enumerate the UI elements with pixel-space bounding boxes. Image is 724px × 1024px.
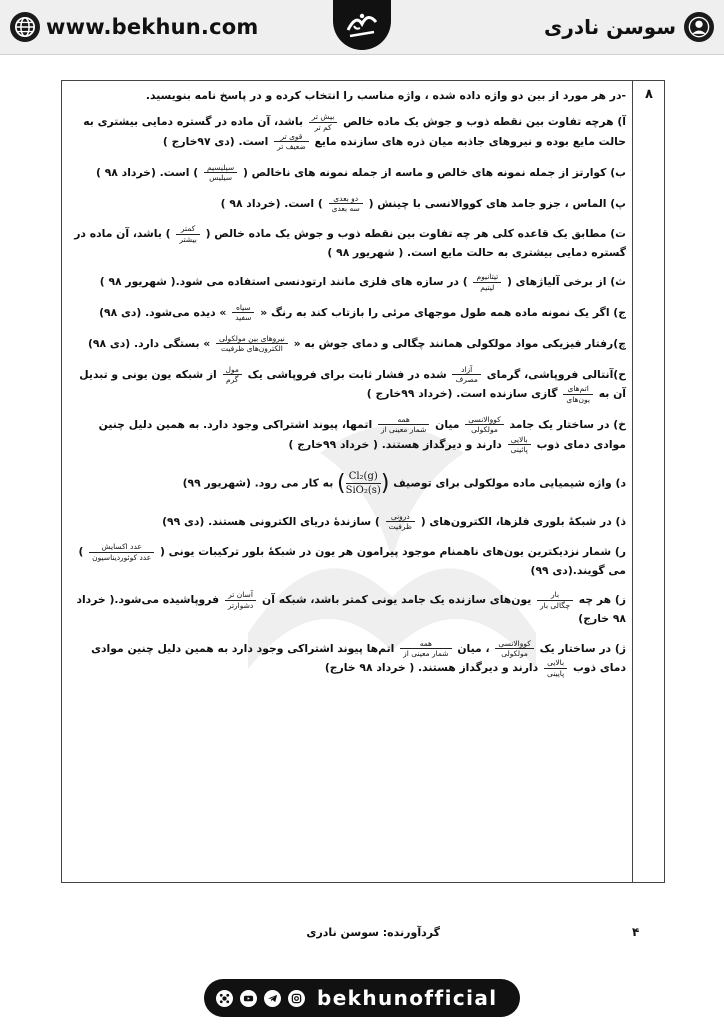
instagram-icon[interactable] [288, 990, 305, 1007]
item-zal: ذ) در شبکهٔ بلوری فلزها، الکترون‌های ( $\frac{\text{درونی}}{\text{ظرفیت}}$ ) سازندهٔ دریای الکترونی هستند. (دی ۹۹) [162, 511, 626, 532]
site-branding [10, 12, 258, 42]
choice-fraction: $\frac{\text{دو بعدی}}{\text{سه بعدی}}$ [329, 194, 363, 214]
choice-fraction: $\frac{\text{همه}}{\text{شمار معینی از}}$ [378, 415, 429, 435]
aparat-icon[interactable] [216, 990, 233, 1007]
social-bar [204, 979, 520, 1017]
choice-fraction: $\frac{\text{سیلیسیم}}{\text{سیلیس}}$ [204, 163, 237, 183]
compiler-credit: گردآورنده: سوسن نادری [306, 926, 440, 939]
youtube-icon[interactable] [240, 990, 257, 1007]
choice-fraction: $\frac{\text{بالایی}}{\text{پائینی}}$ [508, 435, 531, 455]
item-re: ر) شمار نزدیکترین یون‌های ناهمنام موجود پیرامون هر یون در شبکهٔ بلور ترکیبات یونی ( $\frac{\text{عدد اکسایش}}{\text{عدد کوئوردیناسیون}}$ ) می گویند.(دی ۹۹) [78, 542, 626, 578]
bekhun-logo [333, 0, 391, 50]
choice-fraction: $\frac{\text{بیش تر}}{\text{کم تر}}$ [309, 112, 338, 132]
telegram-icon[interactable] [264, 990, 281, 1007]
user-icon [684, 12, 714, 42]
choice-fraction: $\frac{\text{سیاه}}{\text{سفید}}$ [232, 303, 254, 323]
item-ze: ز) هر چه $\frac{\text{بار}}{\text{چگالی بار}}$ یون‌های سازنده یک جامد یونی کمتر باشد، شبکه آن $\frac{\text{آسان تر}}{\text{دشوارتر}}$ فروپاشیده می‌شود.( خرداد ۹۸ خارج) [76, 590, 626, 626]
item-te: ت) مطابق یک قاعده کلی هر چه تفاوت بین نقطه ذوب و جوش یک ماده خالص ( $\frac{\text{کمتر}}{\text{بیشتر}}$ ) باشد، آن ماده در گستره دمایی بیشتری به حالت مایع است. ( شهریور ۹۸ ) [74, 224, 626, 260]
formula-fraction: $\frac{\text{Cl₂(g)}}{\text{SiO₂(s)}}$ [345, 470, 381, 496]
item-jim: ج) اگر یک نمونه ماده همه طول موجهای مرئی را بازتاب کند به رنگ « $\frac{\text{سیاه}}{\text{سفید}}$ » دیده می‌شود. (دی ۹۸) [99, 303, 626, 323]
item-alef: آ) هرچه تفاوت بین نقطه ذوب و جوش یک ماده خالص $\frac{\text{بیش تر}}{\text{کم تر}}$ باشد، آن ماده در گستره دمایی بیشتری به حالت مایع بوده و نیروهای جاذبه میان ذره های سازنده مایع $\frac{\text{قوی تر}}{\text{ضعیف تر}}$ است. (دی ۹۷خارج ) [83, 112, 626, 152]
item-zhe: ژ) در ساختار یک $\frac{\text{کووالانسی}}{\text{مولکولی}}$ ، میان $\frac{\text{همه}}{\text{شمار معینی از}}$ اتم‌ها پیوند اشتراکی وجود دارد به همین دلیل چنین موادی دمای ذوب $\frac{\text{بالایی}}{\text{پایینی}}$ دارند و دیرگداز هستند. ( خرداد ۹۸ خارج) [91, 638, 626, 678]
question-table [61, 80, 665, 883]
item-pe: پ) الماس ، جزو جامد های کووالانسی با چینش ( $\frac{\text{دو بعدی}}{\text{سه بعدی}}$ ) است. (خرداد ۹۸ ) [220, 193, 626, 213]
page-number: ۴ [632, 925, 640, 939]
question-number: ۸ [645, 87, 653, 102]
item-khe: خ) در ساختار یک جامد $\frac{\text{کووالانسی}}{\text{مولکولی}}$ میان $\frac{\text{همه}}{\text{شمار معینی از}}$ اتمها، پیوند اشتراکی وجود دارد. به همین دلیل چنین موادی دمای ذوب $\frac{\text{بالایی}}{\text{پائینی}}$ دارند و دیرگداز هستند. ( خرداد ۹۹خارج ) [98, 415, 626, 455]
choice-fraction: $\frac{\text{همه}}{\text{شمار معینی از}}$ [400, 639, 451, 659]
choice-fraction: $\frac{\text{کووالانسی}}{\text{مولکولی}}$ [495, 639, 533, 659]
social-handle[interactable]: bekhunofficial [317, 986, 498, 1010]
author-name: سوسن نادری [544, 15, 676, 39]
choice-fraction: $\frac{\text{آزاد}}{\text{مصرف}}$ [452, 365, 480, 385]
choice-fraction: $\frac{\text{بار}}{\text{چگالی بار}}$ [537, 590, 573, 610]
column-divider [632, 81, 633, 882]
choice-fraction: $\frac{\text{تیتانیوم}}{\text{لیتیم}}$ [473, 272, 501, 292]
question-content [66, 87, 626, 689]
choice-fraction: $\frac{\text{قوی تر}}{\text{ضعیف تر}}$ [274, 132, 309, 152]
choice-fraction: $\frac{\text{کمتر}}{\text{بیشتر}}$ [176, 224, 199, 244]
site-url-link[interactable]: www.bekhun.com [46, 15, 259, 39]
author-branding [544, 12, 714, 42]
item-be: ب) کوارتز از جمله نمونه های خالص و ماسه از جمله نمونه های ناخالص ( $\frac{\text{سیلیسیم}}{\text{سیلیس}}$ ) است. (خرداد ۹۸ ) [96, 162, 626, 183]
choice-fraction: $\frac{\text{عدد اکسایش}}{\text{عدد کوئوردیناسیون}}$ [89, 542, 154, 562]
item-he: ح)آنتالی فروپاشی، گرمای $\frac{\text{آزاد}}{\text{مصرف}}$ شده در فشار ثابت برای فروپاشی یک $\frac{\text{مول}}{\text{گرم}}$ از شبکه یون یونی و تبدیل آن به $\frac{\text{اتم‌های}}{\text{یون‌های}}$ گازی سازنده است. (خرداد ۹۹خارج ) [79, 364, 626, 404]
choice-fraction: $\frac{\text{مول}}{\text{گرم}}$ [223, 365, 242, 385]
choice-fraction: $\frac{\text{اتم‌های}}{\text{یون‌های}}$ [563, 384, 593, 404]
page-header [0, 0, 724, 55]
choice-fraction: $\frac{\text{آسان تر}}{\text{دشوارتر}}$ [225, 590, 256, 610]
globe-icon [10, 12, 40, 42]
instruction: -در هر مورد از بین دو واژه داده شده ، واژه مناسب را انتخاب کرده و در پاسخ نامه بنویسید. [145, 89, 626, 102]
choice-fraction: $\frac{\text{نیروهای بین مولکولی}}{\text{الکترون‌های ظرفیت}}$ [216, 334, 288, 354]
choice-fraction: $\frac{\text{بالایی}}{\text{پایینی}}$ [544, 658, 567, 678]
choice-fraction: $\frac{\text{درونی}}{\text{ظرفیت}}$ [386, 512, 415, 532]
item-che: چ)رفتار فیزیکی مواد مولکولی همانند چگالی و دمای جوش به « $\frac{\text{نیروهای بین مولکولی}}{\text{الکترون‌های ظرفیت}}$ » بستگی دارد. (دی ۹۸) [87, 333, 626, 354]
item-se: ث) از برخی آلیاژهای ( $\frac{\text{تیتانیوم}}{\text{لیتیم}}$ ) در سازه های فلزی مانند ارتودنسی استفاده می شود.( شهریور ۹۸ ) [99, 272, 626, 292]
choice-fraction: $\frac{\text{کووالانسی}}{\text{مولکولی}}$ [465, 415, 503, 435]
item-dal: د) واژه شیمیایی ماده مولکولی برای توصیف ( $\frac{\text{Cl₂(g)}}{\text{SiO₂(s)}}$ ) به کار می رود. (شهریور ۹۹) [182, 470, 626, 496]
